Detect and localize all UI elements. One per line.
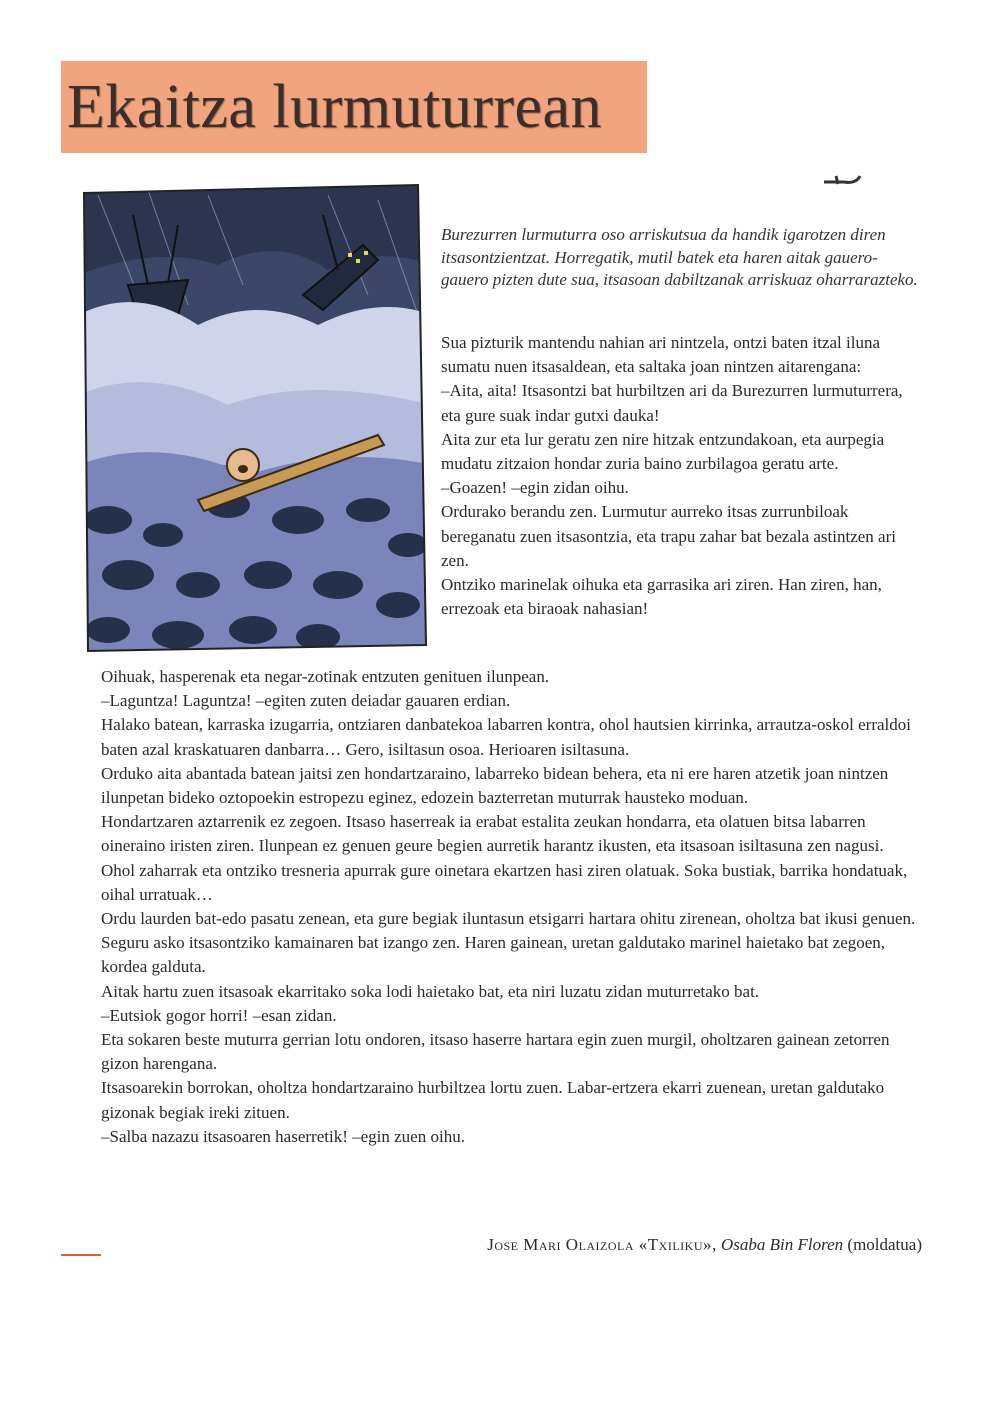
paragraph: Eta sokaren beste muturra gerrian lotu ondoren, itsaso haserre hartara egin zuen murgil, oholtzaren gainean zetorren gizon harengana. [101,1030,890,1074]
paragraph: Hondartzaren aztarrenik ez zegoen. Itsaso haserreak ia erabat estalita zeukan hondarra, eta olatuen bitsa labarren oineraino iristen ziren. Ilunpean ez genuen geure begien aurretik harantz ikusten, eta itsasoan isiltasuna zen nagusi. [101,812,884,856]
storm-shipwreck-illustration [78,175,432,655]
paragraph: Itsasoarekin borrokan, oholtza hondartzaraino hurbiltzea lortu zuen. Labar-ertzera ekarri zuenean, uretan galdutako gizonak begiak ireki zituen. [101,1078,885,1122]
paragraph: Oihuak, hasperenak eta negar-zotinak entzuten genituen ilunpean. [101,667,550,686]
paragraph: Aita zur eta lur geratu zen nire hitzak entzundakoan, eta aurpegia mudatu zitzaion hondar zuria baino zurbilagoa geratu arte. [441,429,885,474]
right-column-text [441,331,926,621]
title-band [61,61,647,153]
paragraph: Ohol zaharrak eta ontziko tresneria apurrak gure oinetara ekartzen hasi ziren olatuak. Soka bustiak, barrika hondatuak, oihal urratuak… [101,860,908,904]
paragraph: –Aita, aita! Itsasontzi bat hurbiltzen ari da Burezurren lurmuturrera, eta gure suak indar gutxi dauka! [441,381,903,425]
intro-paragraph [441,224,921,292]
footer-rule [61,1254,101,1256]
paragraph: –Laguntza! Laguntza! –egiten zuten deiadar gauaren erdian. [101,691,511,711]
paragraph: –Salba nazazu itsasoaren haserretik! –egin zuen oihu. [101,1126,465,1146]
intro-text: Burezurren lurmuturra oso arriskutsua da handik igarotzen diren itsasontzientzat. Horregatik, mutil batek eta haren aitak gauero-gauero pizten dute sua, itsasoan dabiltzanak arriskuaz oharrarazteko. [441,225,918,289]
paragraph: Ontziko marinelak oihuka eta garrasika ari ziren. Han ziren, han, errezoak eta biraoak nahasian! [441,575,882,619]
source-credit [487,1233,922,1257]
full-width-text [101,665,926,1149]
paragraph: Aitak hartu zuen itsasoak ekarritako soka lodi haietako bat, eta niri luzatu zidan muturretako bat. [101,981,760,1001]
paragraph: Ordurako berandu zen. Lurmutur aurreko itsas zurrunbiloak bereganatu zuen itsasontzia, eta trapu zahar bat bezala astintzen ari zen. [441,502,896,570]
paragraph: –Eutsiok gogor horri! –esan zidan. [101,1005,337,1025]
credit-note: (moldatua) [847,1235,922,1254]
paragraph: Halako batean, karraska izugarria, ontziaren danbatekoa labarren kontra, ohol hautsien kirrinka, arrautza-oskol erraldoi baten azal kraskatuaren danbarra… Gero, isiltasun osoa. Herioaren isiltasuna. [101,715,911,759]
paragraph: Sua pizturik mantendu nahian ari nintzela, ontzi baten itzal iluna sumatu nuen itsasaldean, eta saltaka joan nintzen aitarengana: [441,333,881,377]
page-title: Ekaitza lurmuturrean [67,73,603,141]
corner-mark-icon [822,170,862,188]
credit-book: Osaba Bin Floren [721,1235,844,1254]
credit-author: Jose Mari Olaizola «Txiliku», [487,1235,717,1254]
paragraph: –Goazen! –egin zidan oihu. [441,478,629,498]
paragraph: Orduko aita abantada batean jaitsi zen hondartzaraino, labarreko bidean behera, eta ni ere haren atzetik joan nintzen ilunpetan bideko oztopoekin estropezu eginez, edozein bazterretan muturrak hausteko moduan. [101,763,889,808]
paragraph: Ordu laurden bat-edo pasatu zenean, eta gure begiak iluntasun etsigarri hartara ohitu zirenean, oholtza bat ikusi genuen. Seguru asko itsasontziko kamainaren bat izango zen. Haren gainean, uretan galdutako marinel haietako bat zegoen, kordea galduta. [101,909,916,977]
